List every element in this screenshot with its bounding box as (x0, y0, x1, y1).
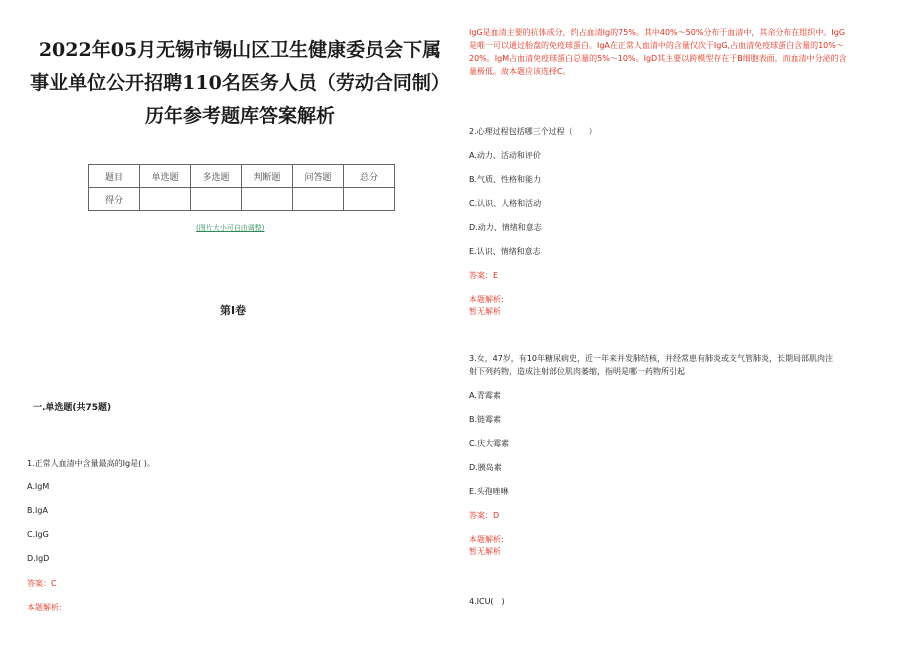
score-header-cell: 问答题 (293, 165, 344, 188)
volume-heading: 第Ⅰ卷 (220, 304, 247, 317)
q2-answer: 答案：E (469, 271, 499, 280)
score-header-cell: 总分 (344, 165, 395, 188)
q3-option-b: B.链霉素 (469, 415, 502, 424)
q1-explanation-line: IgG是血清主要的抗体成分，约占血清Ig的75%。其中40%～50%分布于血清中，其余分布在组织中。IgG (469, 28, 846, 37)
score-table-header-row (89, 165, 395, 188)
q3-stem (469, 352, 914, 378)
q3-option-e: E.头孢唑啉 (469, 487, 509, 496)
q1-option-d: D.IgD (27, 554, 50, 563)
score-header-cell: 题目 (89, 165, 140, 188)
q2-option-c: C.认识、人格和活动 (469, 199, 542, 208)
q2-option-e: E.认识、情绪和意志 (469, 247, 541, 256)
right-column (460, 0, 920, 651)
title-line-2: 事业单位公开招聘110名医务人员（劳动合同制） (30, 72, 450, 94)
score-row-label: 得分 (89, 188, 140, 211)
q3-stem-line: 射下列药物，造成注射部位肌肉萎缩，指明是哪一药物所引起 (469, 367, 685, 376)
score-table (88, 164, 395, 211)
q1-stem: 1.正常人血清中含量最高的Ig是( )。 (27, 459, 155, 468)
q3-option-d: D.胰岛素 (469, 463, 502, 472)
q1-option-c: C.IgG (27, 530, 49, 539)
image-size-note[interactable]: (图片大小可自由调整) (196, 224, 265, 232)
q1-option-a: A.IgM (27, 482, 50, 491)
q2-stem: 2.心理过程包括哪三个过程（ ） (469, 127, 597, 136)
q1-explanation (469, 26, 909, 78)
q2-analysis-text: 暂无解析 (469, 307, 501, 316)
score-cell (140, 188, 191, 211)
q2-analysis-label: 本题解析: (469, 295, 504, 304)
score-header-cell: 单选题 (140, 165, 191, 188)
q4-stem: 4.ICU( ) (469, 597, 505, 606)
q2-option-a: A.动力、活动和评价 (469, 151, 541, 160)
score-cell (242, 188, 293, 211)
q3-option-c: C.庆大霉素 (469, 439, 510, 448)
q3-option-a: A.青霉素 (469, 391, 501, 400)
score-table-score-row (89, 188, 395, 211)
q3-stem-line: 3.女，47岁，有10年糖尿病史，近一年来并发肺结核，并经常患有肺炎或支气管肺炎，长期局部肌肉注 (469, 354, 833, 363)
q1-analysis-label: 本题解析: (27, 603, 62, 612)
score-cell (293, 188, 344, 211)
q2-option-b: B.气质、性格和能力 (469, 175, 542, 184)
title-line-1: 2022年05月无锡市锡山区卫生健康委员会下属 (38, 39, 442, 61)
section-title: 一.单选题(共75题) (33, 403, 112, 413)
score-cell (191, 188, 242, 211)
q3-analysis-label: 本题解析: (469, 535, 504, 544)
document-title (20, 34, 460, 133)
q1-answer: 答案：C (27, 579, 57, 588)
q3-answer: 答案：D (469, 511, 500, 520)
q1-explanation-line: 20%。IgM占血清免疫球蛋白总量的5%～10%。IgD其主要以跨模型存在于B细胞表面，而血清中分泌的含 (469, 54, 847, 63)
q3-analysis-text: 暂无解析 (469, 547, 501, 556)
q1-option-b: B.IgA (27, 506, 48, 515)
q2-option-d: D.动力、情绪和意志 (469, 223, 542, 232)
q1-explanation-line: 是唯一可以通过胎盘的免疫球蛋白。IgA在正常人血清中的含量仅次于IgG,占血清免疫球蛋白含量的10%～ (469, 41, 844, 50)
score-cell (344, 188, 395, 211)
score-header-cell: 判断题 (242, 165, 293, 188)
score-header-cell: 多选题 (191, 165, 242, 188)
title-line-3: 历年参考题库答案解析 (144, 105, 335, 127)
q1-explanation-line: 量极低。故本题应该选择C。 (469, 67, 571, 76)
